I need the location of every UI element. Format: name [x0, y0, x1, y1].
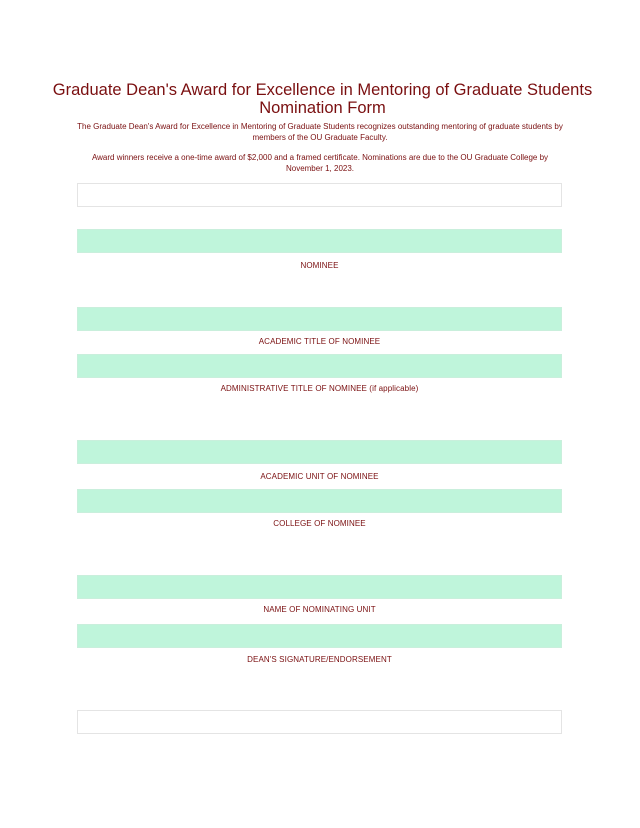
academic-unit-field[interactable] [77, 440, 562, 464]
form-subtitle: Nomination Form [259, 99, 386, 117]
academic-title-field[interactable] [77, 307, 562, 331]
dean-signature-field[interactable] [77, 624, 562, 648]
administrative-title-field[interactable] [77, 354, 562, 378]
intro-text: The Graduate Dean's Award for Excellence in Mentoring of Graduate Students recognizes outstanding mentoring of graduate students by members of the OU Graduate Faculty. [77, 122, 563, 142]
nominating-unit-field[interactable] [77, 575, 562, 599]
college-label: COLLEGE OF NOMINEE [273, 519, 366, 528]
dean-signature-label: DEAN'S SIGNATURE/ENDORSEMENT [247, 655, 392, 664]
academic-unit-label: ACADEMIC UNIT OF NOMINEE [260, 472, 379, 481]
form-title: Graduate Dean's Award for Excellence in Mentoring of Graduate Students [52, 81, 593, 99]
nominee-field[interactable] [77, 229, 562, 253]
administrative-title-label: ADMINISTRATIVE TITLE OF NOMINEE (if applicable) [220, 384, 419, 393]
nominating-unit-label: NAME OF NOMINATING UNIT [263, 605, 376, 614]
nominee-label: NOMINEE [300, 261, 339, 270]
bottom-empty-box[interactable] [77, 710, 562, 734]
college-field[interactable] [77, 489, 562, 513]
academic-title-label: ACADEMIC TITLE OF NOMINEE [258, 337, 381, 346]
top-empty-box[interactable] [77, 183, 562, 207]
award-info-text: Award winners receive a one-time award of $2,000 and a framed certificate. Nominations are due to the OU Graduate College by November 1, 2023. [91, 153, 549, 173]
